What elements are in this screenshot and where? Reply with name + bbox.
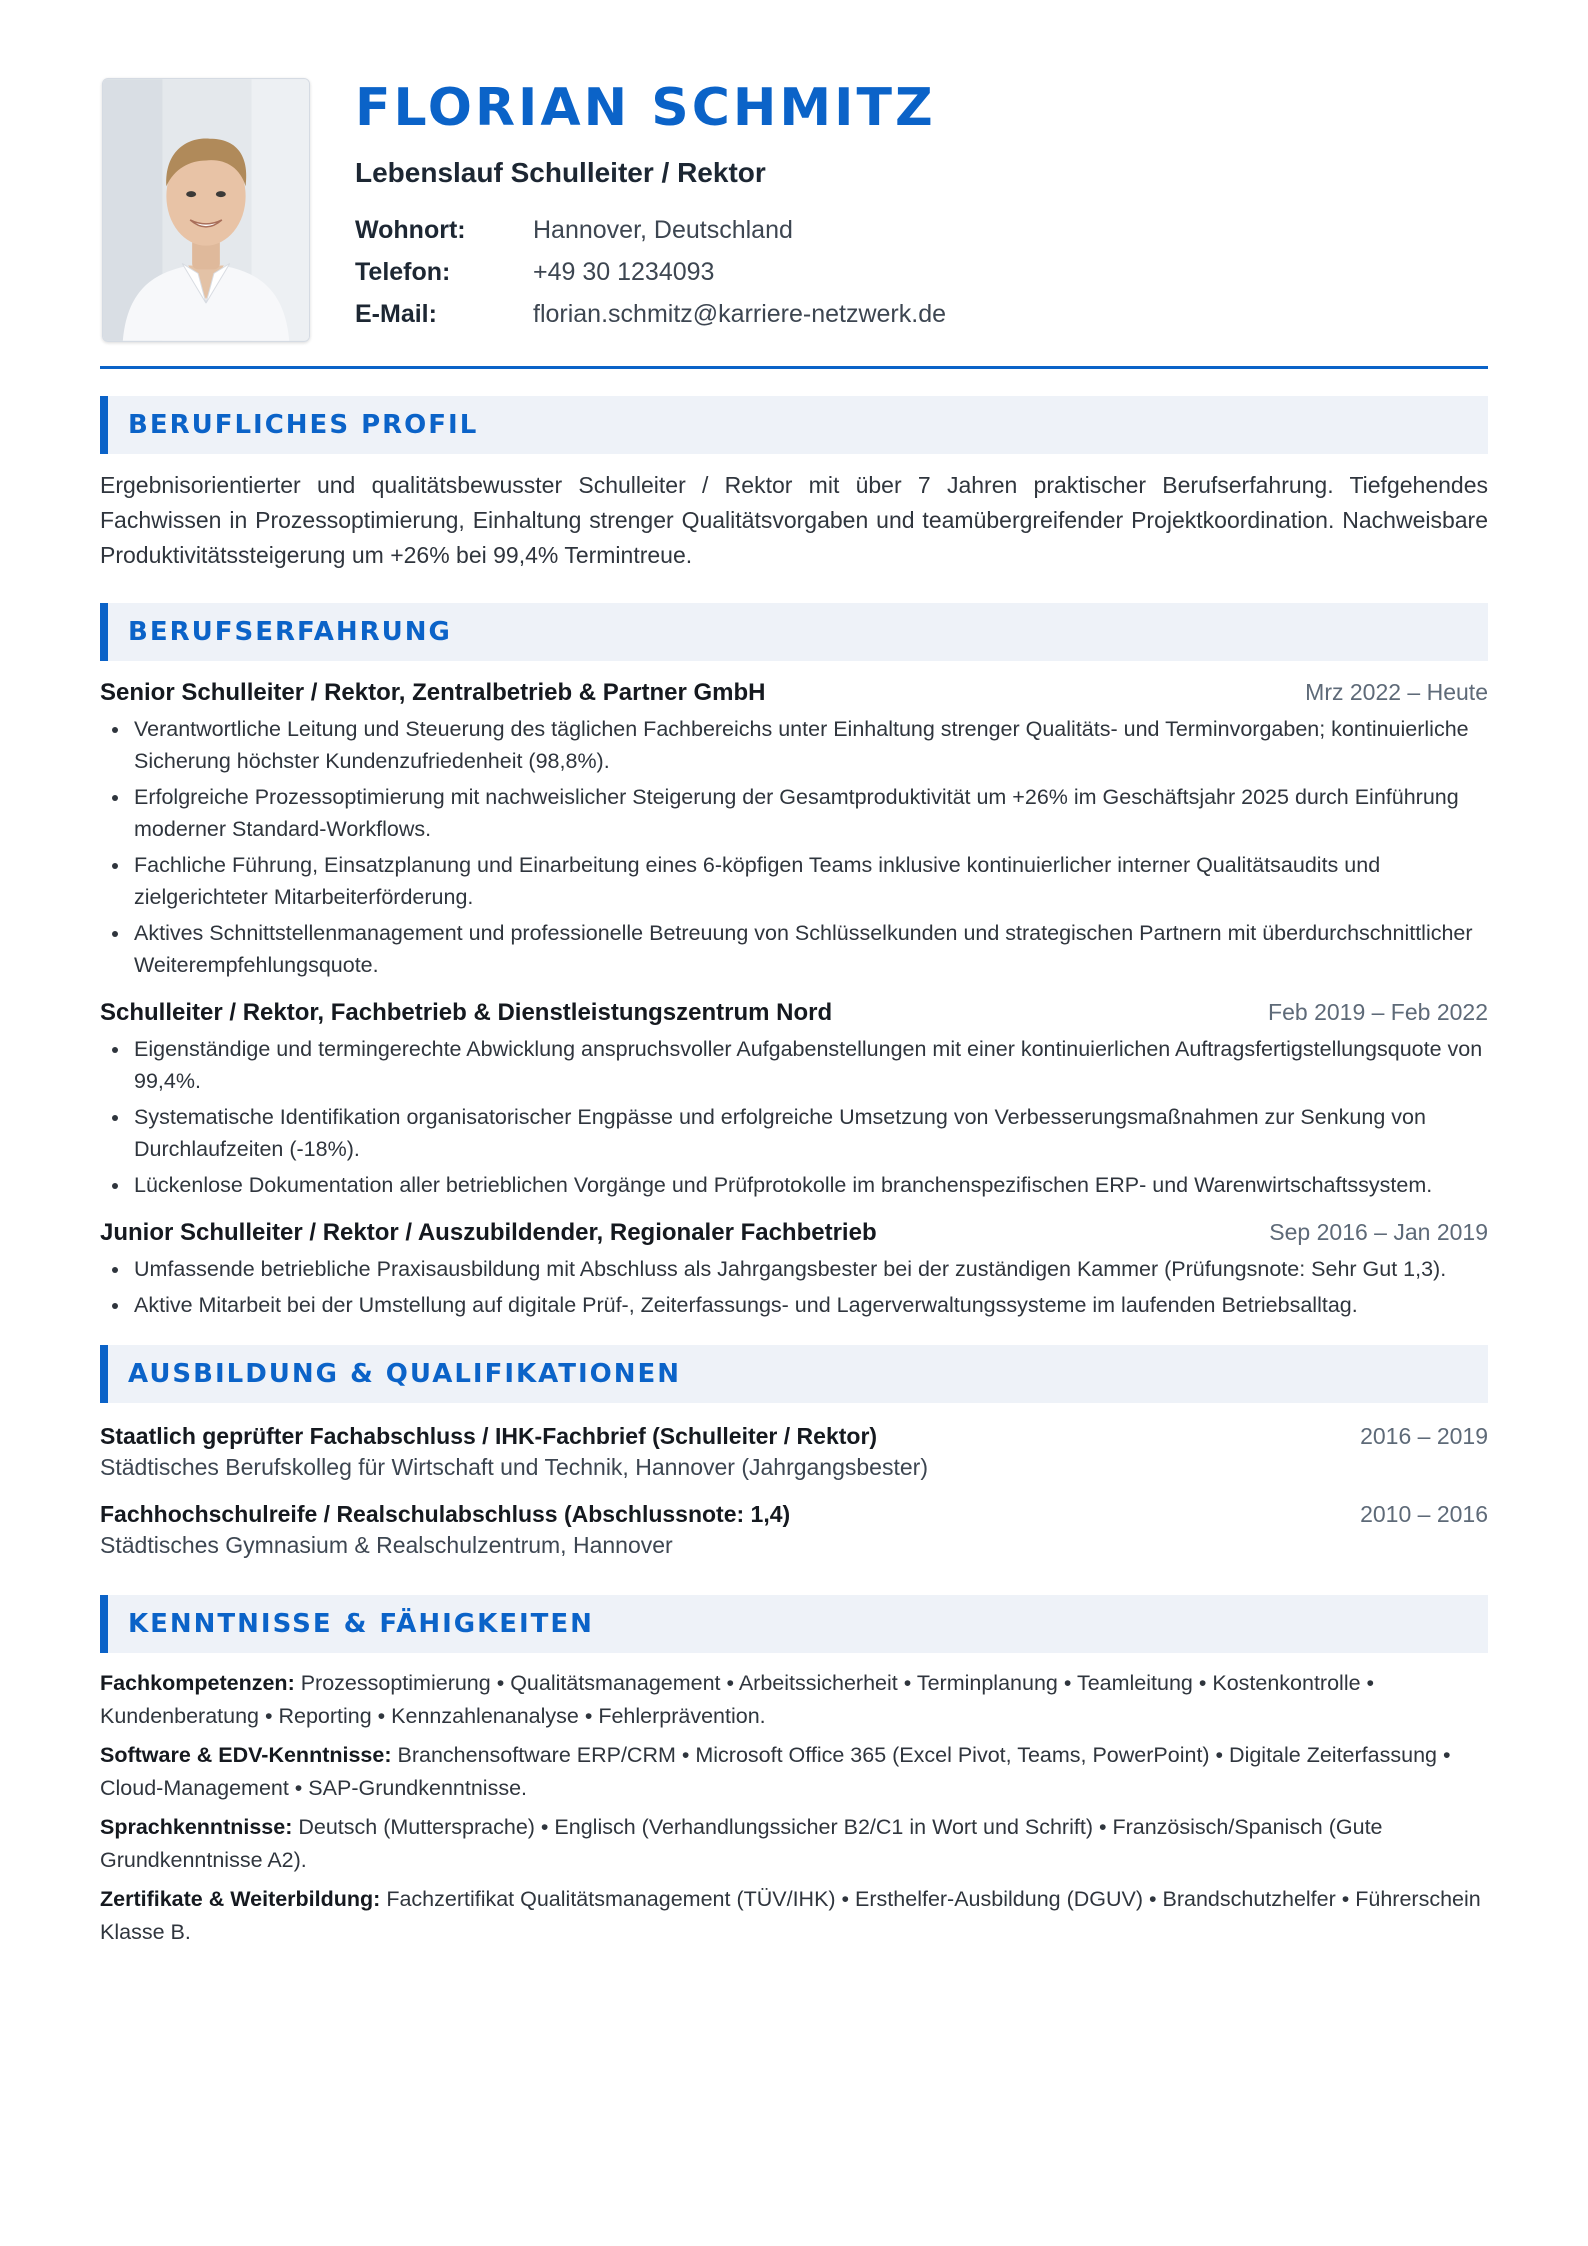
education-school: Städtisches Berufskolleg für Wirtschaft und Technik, Hannover (Jahrgangsbester) <box>100 1454 928 1480</box>
resume-header <box>100 0 1488 370</box>
list-item: Lückenlose Dokumentation aller betrieblichen Vorgänge und Prüfprotokolle im branchenspezifischen ERP- und Warenwirtschaftssystem. <box>100 1169 1488 1201</box>
profile-summary: Ergebnisorientierter und qualitätsbewusster Schulleiter / Rektor mit über 7 Jahren praktischer Berufserfahrung. Tiefgehendes Fachwissen in Prozessoptimierung, Einhaltung strenger Qualitätsvorgaben und teamübergreifender Projektkoordination. Nachweisbare Produktivitätssteigerung um +26% bei 99,4% Termintreue. <box>100 472 1488 568</box>
profile-section <box>100 396 1488 573</box>
section-header <box>100 396 1488 454</box>
education-title: Staatlich geprüfter Fachabschluss / IHK-Fachbrief (Schulleiter / Rektor) <box>100 1423 878 1449</box>
education-section <box>100 1345 1488 1559</box>
list-item: Eigenständige und termingerechte Abwicklung anspruchsvoller Aufgabenstellungen mit einer kontinuierlichen Auftragsfertigstellungsquote von 99,4%. <box>100 1033 1488 1097</box>
contact-row-phone <box>355 251 946 293</box>
list-item: Erfolgreiche Prozessoptimierung mit nachweislicher Steigerung der Gesamtproduktivität um +26% im Geschäftsjahr 2025 durch Einführung moderner Standard-Workflows. <box>100 781 1488 845</box>
section-title: AUSBILDUNG & QUALIFIKATIONEN <box>128 1359 682 1389</box>
skill-label: Sprachkenntnisse: <box>100 1815 293 1839</box>
skill-text: Branchensoftware ERP/CRM • Microsoft Office 365 (Excel Pivot, Teams, PowerPoint) • Digitale Zeiterfassung • Cloud-Management • SAP-Grundkenntnisse. <box>100 1743 1451 1800</box>
job-entry <box>100 999 1488 1201</box>
list-item: Aktives Schnittstellenmanagement und professionelle Betreuung von Schlüsselkunden und strategischen Partnern mit überdurchschnittlicher Weiterempfehlungsquote. <box>100 917 1488 981</box>
education-entry <box>100 1423 1488 1481</box>
job-title: Schulleiter / Rektor, Fachbetrieb & Dienstleistungszentrum Nord <box>100 999 833 1026</box>
job-bullets <box>100 713 1488 981</box>
section-title: KENNTNISSE & FÄHIGKEITEN <box>128 1609 594 1639</box>
section-header <box>100 1595 1488 1653</box>
education-date: 2010 – 2016 <box>1360 1501 1488 1527</box>
education-date: 2016 – 2019 <box>1360 1423 1488 1449</box>
profile-photo <box>102 78 310 342</box>
job-entry <box>100 679 1488 981</box>
job-bullets <box>100 1253 1488 1321</box>
document-subtitle: Lebenslauf Schulleiter / Rektor <box>355 157 766 189</box>
education-entry <box>100 1501 1488 1559</box>
skill-label: Fachkompetenzen: <box>100 1671 295 1695</box>
experience-section <box>100 603 1488 1321</box>
full-name: FLORIAN SCHMITZ <box>355 78 936 138</box>
header-text <box>355 80 946 335</box>
skill-text: Prozessoptimierung • Qualitätsmanagement • Arbeitssicherheit • Terminplanung • Teamleitung • Kostenkontrolle • Kundenberatung • Reporting • Kennzahlenanalyse • Fehlerprävention. <box>100 1671 1375 1728</box>
section-header <box>100 1345 1488 1403</box>
list-item: Verantwortliche Leitung und Steuerung des täglichen Fachbereichs unter Einhaltung strenger Qualitäts- und Terminvorgaben; kontinuierliche Sicherung höchster Kundenzufriedenheit (98,8%). <box>100 713 1488 777</box>
skill-row <box>100 1811 1488 1877</box>
contact-value: Hannover, Deutschland <box>533 215 793 244</box>
job-header <box>100 1219 1488 1247</box>
job-title: Junior Schulleiter / Rektor / Auszubildender, Regionaler Fachbetrieb <box>100 1219 877 1246</box>
skill-row <box>100 1739 1488 1805</box>
skill-label: Software & EDV-Kenntnisse: <box>100 1743 392 1767</box>
skill-row <box>100 1667 1488 1733</box>
job-entry <box>100 1219 1488 1321</box>
job-date: Mrz 2022 – Heute <box>1305 679 1488 705</box>
skill-text: Deutsch (Muttersprache) • Englisch (Verhandlungssicher B2/C1 in Wort und Schrift) • Französisch/Spanisch (Gute Grundkenntnisse A2). <box>100 1815 1383 1872</box>
skills-section <box>100 1595 1488 1949</box>
job-title: Senior Schulleiter / Rektor, Zentralbetrieb & Partner GmbH <box>100 679 766 706</box>
education-school: Städtisches Gymnasium & Realschulzentrum, Hannover <box>100 1532 673 1558</box>
education-header <box>100 1423 1488 1450</box>
contact-label: Telefon: <box>355 257 451 286</box>
job-bullets <box>100 1033 1488 1201</box>
section-title: BERUFSERFAHRUNG <box>128 617 452 647</box>
contact-row-location <box>355 209 946 251</box>
job-header <box>100 999 1488 1027</box>
list-item: Fachliche Führung, Einsatzplanung und Einarbeitung eines 6-köpfigen Teams inklusive kontinuierlicher interner Qualitätsaudits und zielgerichteter Mitarbeiterförderung. <box>100 849 1488 913</box>
skill-text: Fachzertifikat Qualitätsmanagement (TÜV/IHK) • Ersthelfer-Ausbildung (DGUV) • Brandschutzhelfer • Führerschein Klasse B. <box>100 1887 1481 1944</box>
contact-label: E-Mail: <box>355 299 437 328</box>
contact-label: Wohnort: <box>355 215 466 244</box>
header-divider <box>100 366 1488 369</box>
contact-value: +49 30 1234093 <box>533 257 715 286</box>
skill-row <box>100 1883 1488 1949</box>
list-item: Aktive Mitarbeit bei der Umstellung auf digitale Prüf-, Zeiterfassungs- und Lagerverwaltungssysteme im laufenden Betriebsalltag. <box>100 1289 1488 1321</box>
skills-list <box>100 1667 1488 1949</box>
contact-row-email <box>355 293 946 335</box>
list-item: Umfassende betriebliche Praxisausbildung mit Abschluss als Jahrgangsbester bei der zuständigen Kammer (Prüfungsnote: Sehr Gut 1,3). <box>100 1253 1488 1285</box>
job-date: Feb 2019 – Feb 2022 <box>1268 999 1488 1025</box>
contact-value: florian.schmitz@karriere-netzwerk.de <box>533 299 947 328</box>
list-item: Systematische Identifikation organisatorischer Engpässe und erfolgreiche Umsetzung von Verbesserungsmaßnahmen zur Senkung von Durchlaufzeiten (-18%). <box>100 1101 1488 1165</box>
education-header <box>100 1501 1488 1528</box>
education-title: Fachhochschulreife / Realschulabschluss (Abschlussnote: 1,4) <box>100 1501 791 1527</box>
job-date: Sep 2016 – Jan 2019 <box>1269 1219 1488 1245</box>
section-title: BERUFLICHES PROFIL <box>128 410 479 440</box>
skill-label: Zertifikate & Weiterbildung: <box>100 1887 381 1911</box>
section-header <box>100 603 1488 661</box>
contact-details <box>355 209 946 335</box>
job-header <box>100 679 1488 707</box>
